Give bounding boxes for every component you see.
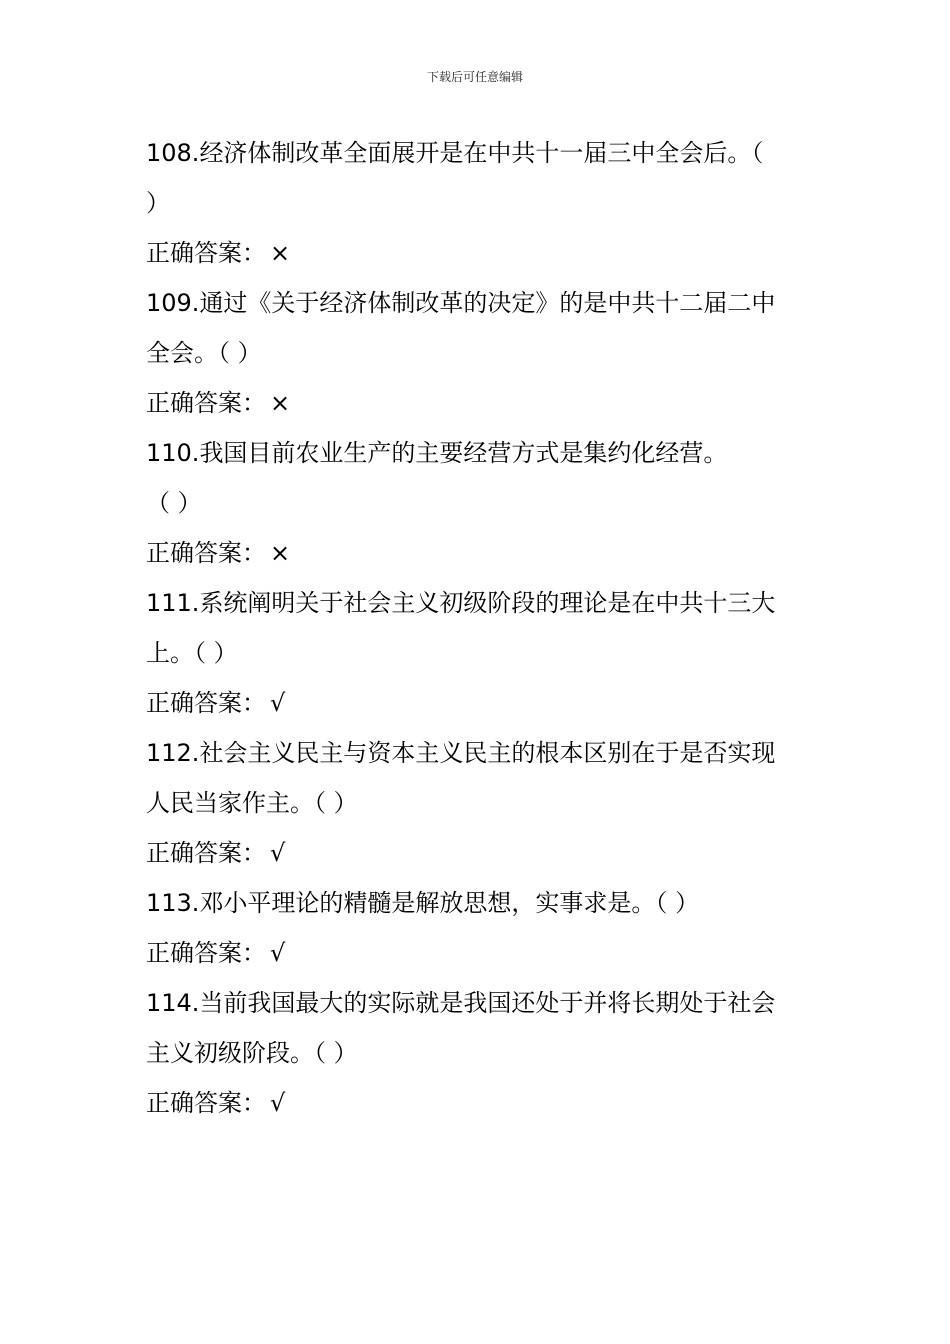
answer-row — [146, 678, 814, 728]
answer-row — [146, 378, 814, 428]
question-text-line: 上。（ ） — [146, 639, 238, 667]
question-text-line: 112.社会主义民主与资本主义民主的根本区别在于是否实现 — [146, 739, 776, 767]
question-text-line: 113.邓小平理论的精髓是解放思想，实事求是。（ ） — [146, 889, 700, 917]
question-114 — [146, 978, 814, 1128]
question-text-line: 主义初级阶段。（ ） — [146, 1039, 358, 1067]
answer-row — [146, 828, 814, 878]
answer-label: 正确答案： — [146, 389, 266, 417]
question-text-line: 109.通过《关于经济体制改革的决定》的是中共十二届二中 — [146, 289, 776, 317]
answer-label: 正确答案： — [146, 689, 266, 717]
answer-mark-correct: √ — [270, 839, 286, 867]
question-text-line: 人民当家作主。（ ） — [146, 789, 358, 817]
question-113 — [146, 878, 814, 978]
answer-label: 正确答案： — [146, 839, 266, 867]
question-list — [146, 128, 814, 1128]
page-header-note: 下载后可任意编辑 — [426, 70, 523, 84]
answer-mark-wrong: × — [270, 389, 291, 417]
answer-mark-wrong: × — [270, 539, 291, 567]
answer-row — [146, 528, 814, 578]
answer-label: 正确答案： — [146, 239, 266, 267]
question-text-line: 114.当前我国最大的实际就是我国还处于并将长期处于社会 — [146, 989, 776, 1017]
answer-label: 正确答案： — [146, 539, 266, 567]
answer-row — [146, 1078, 814, 1128]
question-text-line: 108.经济体制改革全面展开是在中共十一届三中全会后。（ — [146, 139, 764, 167]
question-111 — [146, 578, 814, 728]
answer-label: 正确答案： — [146, 1089, 266, 1117]
answer-mark-correct: √ — [270, 1089, 286, 1117]
answer-mark-wrong: × — [270, 239, 291, 267]
question-109 — [146, 278, 814, 428]
question-text-line: 全会。（ ） — [146, 339, 262, 367]
question-text-line: 110.我国目前农业生产的主要经营方式是集约化经营。 — [146, 439, 728, 467]
question-text-line: ） — [146, 189, 170, 217]
question-112 — [146, 728, 814, 878]
question-text-line: 111.系统阐明关于社会主义初级阶段的理论是在中共十三大 — [146, 589, 776, 617]
answer-mark-correct: √ — [270, 939, 286, 967]
question-text-line: （ ） — [146, 489, 202, 517]
question-110 — [146, 428, 814, 578]
question-108 — [146, 128, 814, 278]
answer-mark-correct: √ — [270, 689, 286, 717]
answer-row — [146, 928, 814, 978]
answer-label: 正确答案： — [146, 939, 266, 967]
answer-row — [146, 228, 814, 278]
